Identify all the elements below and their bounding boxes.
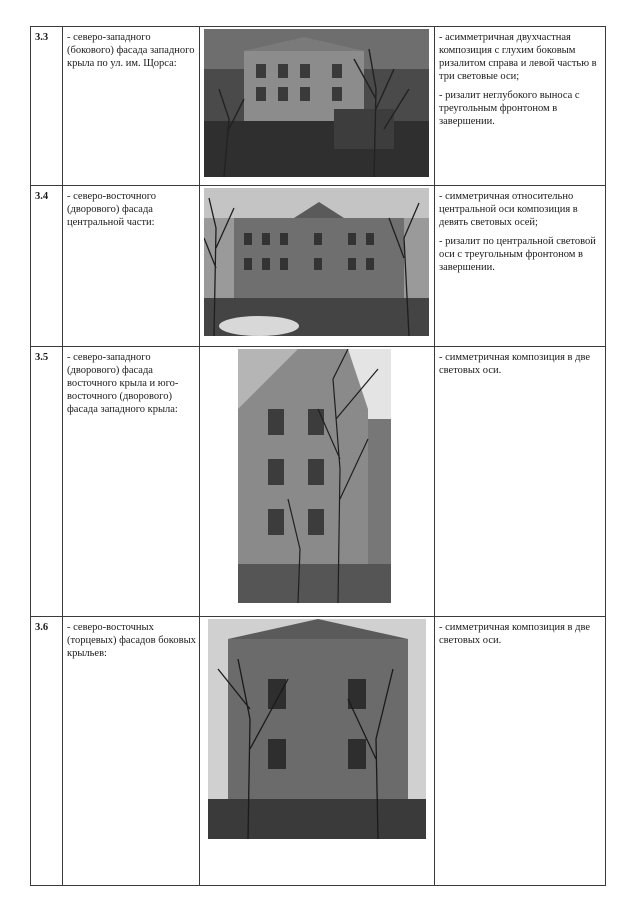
feature-text: - симметричная композиция в две световых оси. bbox=[439, 352, 591, 376]
features-cell bbox=[435, 347, 606, 617]
table-row bbox=[31, 27, 606, 186]
facade-description: - северо-восточного (дворового) фасада центральной части: bbox=[63, 186, 200, 347]
facade-photo bbox=[204, 188, 429, 336]
row-number: 3.6 bbox=[31, 617, 63, 886]
table-row bbox=[31, 186, 606, 347]
feature-text: - симметричная композиция в две световых оси. bbox=[439, 622, 591, 646]
feature-text: - асимметричная двухчастная композиция с глухим боковым ризалитом справа и левой частью в три световые оси; bbox=[439, 32, 597, 82]
features-cell bbox=[435, 27, 606, 186]
facade-photo-image bbox=[238, 349, 391, 603]
facades-table bbox=[30, 26, 606, 886]
photo-cell bbox=[200, 186, 435, 347]
facade-description: - северо-восточных (торцевых) фасадов боковых крыльев: bbox=[63, 617, 200, 886]
photo-cell bbox=[200, 617, 435, 886]
facade-photo-image bbox=[204, 188, 429, 336]
facade-description: - северо-западного (бокового) фасада западного крыла по ул. им. Щорса: bbox=[63, 27, 200, 186]
facade-photo bbox=[208, 619, 426, 839]
facade-photo bbox=[204, 29, 429, 177]
facade-photo-image bbox=[208, 619, 426, 839]
facade-photo-image bbox=[204, 29, 429, 177]
photo-cell bbox=[200, 27, 435, 186]
feature-text: - ризалит неглубокого выноса с треугольным фронтоном в завершении. bbox=[439, 90, 580, 127]
row-number: 3.4 bbox=[31, 186, 63, 347]
facade-photo bbox=[238, 349, 391, 603]
row-number: 3.5 bbox=[31, 347, 63, 617]
feature-text: - ризалит по центральной световой оси с треугольным фронтоном в завершении. bbox=[439, 236, 596, 273]
table-row bbox=[31, 617, 606, 886]
photo-cell bbox=[200, 347, 435, 617]
row-number: 3.3 bbox=[31, 27, 63, 186]
features-cell bbox=[435, 186, 606, 347]
feature-text: - симметричная относительно центральной оси композиция в девять световых осей; bbox=[439, 191, 578, 228]
table-row bbox=[31, 347, 606, 617]
features-cell bbox=[435, 617, 606, 886]
facade-description: - северо-западного (дворового) фасада восточного крыла и юго-восточного (дворового) фасада западного крыла: bbox=[63, 347, 200, 617]
